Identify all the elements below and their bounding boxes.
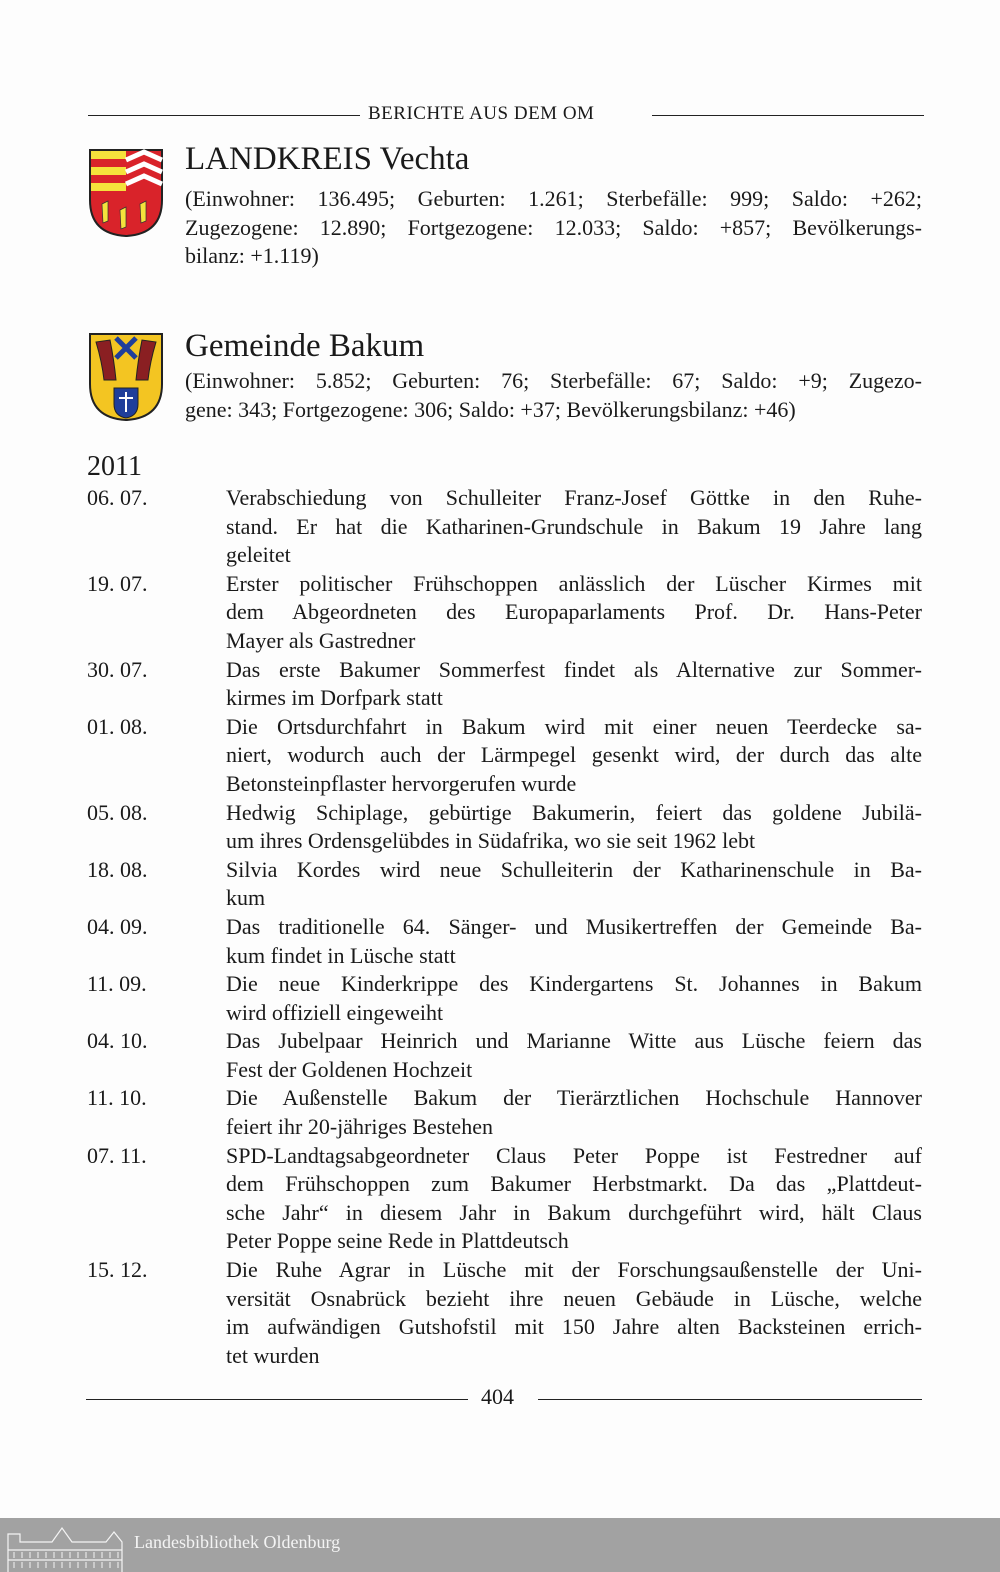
text-line: Die Außenstelle Bakum der Tierärztlichen Hochschule Hannover xyxy=(226,1085,922,1111)
chronicle-entry xyxy=(87,1027,922,1084)
text-line: sche Jahr“ in diesem Jahr in Bakum durchgeführt wird, hält Claus xyxy=(226,1199,922,1225)
entry-date: 19. 07. xyxy=(87,570,148,596)
entry-date: 04. 10. xyxy=(87,1028,148,1054)
entry-text xyxy=(226,713,922,799)
entry-text xyxy=(226,656,922,713)
year-heading: 2011 xyxy=(87,451,142,482)
text-line: feiert ihr 20-jähriges Bestehen xyxy=(226,1114,493,1140)
entry-text xyxy=(226,799,922,856)
entry-text xyxy=(226,1142,922,1256)
page-number: 404 xyxy=(481,1384,514,1409)
text-line: Betonsteinpflaster hervorgerufen wurde xyxy=(226,770,577,796)
entry-date: 11. 09. xyxy=(87,971,147,997)
gemeinde-title: Gemeinde Bakum xyxy=(185,328,425,364)
text-line: versität Osnabrück bezieht ihre neuen Gebäude in Lüsche, welche xyxy=(226,1285,922,1311)
header-rule-left xyxy=(88,115,360,116)
entry-text xyxy=(226,1084,922,1141)
text-line: Die Ortsdurchfahrt in Bakum wird mit einer neuen Teerdecke sa- xyxy=(226,713,922,739)
text-line: Das Jubelpaar Heinrich und Marianne Witte aus Lüsche feiern das xyxy=(226,1028,922,1054)
text-line: kirmes im Dorfpark statt xyxy=(226,685,443,711)
entry-date: 01. 08. xyxy=(87,713,148,739)
chronicle-entry xyxy=(87,799,922,856)
text-line: Fest der Goldenen Hochzeit xyxy=(226,1056,473,1082)
text-line: dem Abgeordneten des Europaparlaments Prof. Dr. Hans-Peter xyxy=(226,599,922,625)
chronicle-entry xyxy=(87,656,922,713)
text-line: niert, wodurch auch der Lärmpegel gesenkt wird, der durch das alte xyxy=(226,742,922,768)
text-line: kum xyxy=(226,885,266,911)
library-building-icon xyxy=(6,1522,124,1572)
entry-text xyxy=(226,570,922,656)
text-line: dem Frühschoppen zum Bakumer Herbstmarkt. Da das „Plattdeut- xyxy=(226,1171,922,1197)
entry-date: 30. 07. xyxy=(87,656,148,682)
entry-date: 06. 07. xyxy=(87,485,148,510)
text-line: Das erste Bakumer Sommerfest findet als Alternative zur Sommer- xyxy=(226,656,922,682)
text-line: um ihres Ordensgelübdes in Südafrika, wo sie seit 1962 lebt xyxy=(226,828,756,854)
entry-date: 04. 09. xyxy=(87,913,148,939)
gemeinde-statistics xyxy=(185,367,922,424)
chronicle-entry xyxy=(87,970,922,1027)
text-line: Zugezogene: 12.890; Fortgezogene: 12.033; Saldo: +857; Bevölkerungs- xyxy=(185,214,922,240)
text-line: Das traditionelle 64. Sänger- und Musikertreffen der Gemeinde Ba- xyxy=(226,913,922,939)
text-line: Die neue Kinderkrippe des Kindergartens St. Johannes in Bakum xyxy=(226,971,922,997)
text-line: (Einwohner: 136.495; Geburten: 1.261; Sterbefälle: 999; Saldo: +262; xyxy=(185,186,922,211)
header-rule-right xyxy=(652,115,924,116)
entry-text xyxy=(226,1027,922,1084)
text-line: gene: 343; Fortgezogene: 306; Saldo: +37; Bevölkerungsbilanz: +46) xyxy=(185,396,796,422)
bakum-coat-of-arms-icon xyxy=(88,332,164,422)
landkreis-title: LANDKREIS Vechta xyxy=(185,141,470,177)
text-line: (Einwohner: 5.852; Geburten: 76; Sterbefälle: 67; Saldo: +9; Zugezo- xyxy=(185,368,922,393)
text-line: kum findet in Lüsche statt xyxy=(226,942,456,968)
entry-date: 07. 11. xyxy=(87,1142,147,1168)
chronicle-entry xyxy=(87,484,922,570)
library-banner xyxy=(0,1518,1000,1572)
footer-rule-left xyxy=(86,1399,468,1400)
text-line: bilanz: +1.119) xyxy=(185,243,319,269)
chronicle-entry xyxy=(87,1256,922,1370)
entry-text xyxy=(226,913,922,970)
entry-text xyxy=(226,856,922,913)
entry-text xyxy=(226,484,922,570)
text-line: tet wurden xyxy=(226,1342,320,1368)
entry-date: 15. 12. xyxy=(87,1257,148,1283)
entry-date: 18. 08. xyxy=(87,856,148,882)
chronicle-entry xyxy=(87,713,922,799)
text-line: Hedwig Schiplage, gebürtige Bakumerin, feiert das goldene Jubilä- xyxy=(226,799,922,825)
text-line: Verabschiedung von Schulleiter Franz-Josef Göttke in den Ruhe- xyxy=(226,485,922,510)
text-line: SPD-Landtagsabgeordneter Claus Peter Poppe ist Festredner auf xyxy=(226,1142,922,1168)
chronicle-entry xyxy=(87,913,922,970)
entry-text xyxy=(226,970,922,1027)
chronicle-entry xyxy=(87,856,922,913)
text-line: Silvia Kordes wird neue Schulleiterin der Katharinenschule in Ba- xyxy=(226,856,922,882)
library-name: Landesbibliothek Oldenburg xyxy=(134,1532,341,1552)
text-line: geleitet xyxy=(226,542,291,568)
chronicle-entries xyxy=(87,484,922,1370)
text-line: im aufwändigen Gutshofstil mit 150 Jahre alten Backsteinen errich- xyxy=(226,1314,922,1340)
chronicle-entry xyxy=(87,1084,922,1141)
text-line: Mayer als Gastredner xyxy=(226,627,416,653)
text-line: wird offiziell eingeweiht xyxy=(226,999,444,1025)
chronicle-entry xyxy=(87,1142,922,1256)
text-line: Peter Poppe seine Rede in Plattdeutsch xyxy=(226,1228,569,1254)
text-line: Die Ruhe Agrar in Lüsche mit der Forschungsaußenstelle der Uni- xyxy=(226,1257,922,1283)
running-title: BERICHTE AUS DEM OM xyxy=(368,103,595,124)
landkreis-statistics xyxy=(185,185,922,271)
chronicle-entry xyxy=(87,570,922,656)
footer-rule-right xyxy=(538,1399,922,1400)
entry-date: 05. 08. xyxy=(87,799,148,825)
vechta-coat-of-arms-icon xyxy=(88,148,164,238)
text-line: stand. Er hat die Katharinen-Grundschule in Bakum 19 Jahre lang xyxy=(226,513,922,539)
entry-text xyxy=(226,1256,922,1370)
text-line: Erster politischer Frühschoppen anlässlich der Lüscher Kirmes mit xyxy=(226,570,922,596)
entry-date: 11. 10. xyxy=(87,1085,147,1111)
